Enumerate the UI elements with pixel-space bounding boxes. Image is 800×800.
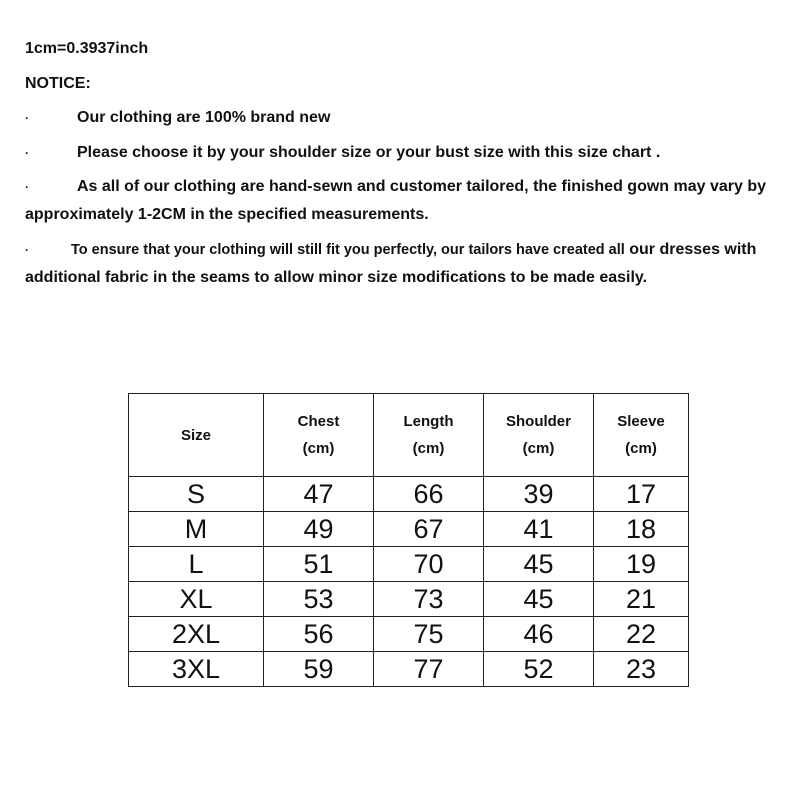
cell-chest: 59 — [264, 652, 374, 687]
cell-length: 77 — [374, 652, 484, 687]
cell-sleeve: 17 — [594, 477, 689, 512]
column-header-length: Length (cm) — [374, 394, 484, 477]
cell-shoulder: 45 — [484, 547, 594, 582]
cell-size: S — [129, 477, 264, 512]
bullet-dot: · — [25, 146, 29, 160]
cell-sleeve: 19 — [594, 547, 689, 582]
cell-length: 66 — [374, 477, 484, 512]
table-row — [129, 582, 689, 617]
notice-item-text: As all of our clothing are hand-sewn and customer tailored, the finished gown may vary by approximately 1-2CM in the specified measurements. — [25, 178, 767, 223]
cell-chest: 51 — [264, 547, 374, 582]
cell-sleeve: 18 — [594, 512, 689, 547]
notice-item — [25, 139, 767, 167]
cell-chest: 49 — [264, 512, 374, 547]
cell-shoulder: 52 — [484, 652, 594, 687]
bullet-dot: · — [25, 243, 29, 257]
table-row — [129, 477, 689, 512]
column-header-chest: Chest (cm) — [264, 394, 374, 477]
table-row — [129, 547, 689, 582]
column-header-shoulder: Shoulder (cm) — [484, 394, 594, 477]
cell-size: M — [129, 512, 264, 547]
column-header-sleeve: Sleeve (cm) — [594, 394, 689, 477]
cell-shoulder: 46 — [484, 617, 594, 652]
cell-size: 3XL — [129, 652, 264, 687]
table-header-row — [129, 394, 689, 477]
unit-conversion-note: 1cm=0.3937inch — [25, 40, 149, 57]
bullet-dot: · — [25, 111, 29, 125]
notice-item-text: To ensure that your clothing will still fit you perfectly, our tailors have created all — [71, 242, 625, 258]
notice-item-text: Please choose it by your shoulder size or your bust size with this size chart . — [77, 144, 661, 161]
table-row — [129, 617, 689, 652]
cell-chest: 53 — [264, 582, 374, 617]
bullet-dot: · — [25, 180, 29, 194]
cell-shoulder: 39 — [484, 477, 594, 512]
cell-length: 75 — [374, 617, 484, 652]
cell-size: XL — [129, 582, 264, 617]
notice-item — [25, 236, 767, 292]
notice-item-text: our dresses with additional fabric in the seams to allow minor size modifications to be made easily. — [25, 241, 757, 286]
cell-length: 67 — [374, 512, 484, 547]
size-chart-table — [128, 393, 689, 687]
notice-item — [25, 173, 767, 229]
cell-chest: 56 — [264, 617, 374, 652]
cell-chest: 47 — [264, 477, 374, 512]
cell-sleeve: 23 — [594, 652, 689, 687]
cell-sleeve: 21 — [594, 582, 689, 617]
column-header-size: Size — [129, 394, 264, 477]
cell-length: 70 — [374, 547, 484, 582]
cell-shoulder: 45 — [484, 582, 594, 617]
table-row — [129, 512, 689, 547]
notice-title: NOTICE: — [25, 75, 91, 92]
table-row — [129, 652, 689, 687]
cell-size: L — [129, 547, 264, 582]
notice-item — [25, 104, 767, 132]
cell-shoulder: 41 — [484, 512, 594, 547]
cell-length: 73 — [374, 582, 484, 617]
cell-sleeve: 22 — [594, 617, 689, 652]
notice-item-text: Our clothing are 100% brand new — [77, 109, 331, 126]
cell-size: 2XL — [129, 617, 264, 652]
